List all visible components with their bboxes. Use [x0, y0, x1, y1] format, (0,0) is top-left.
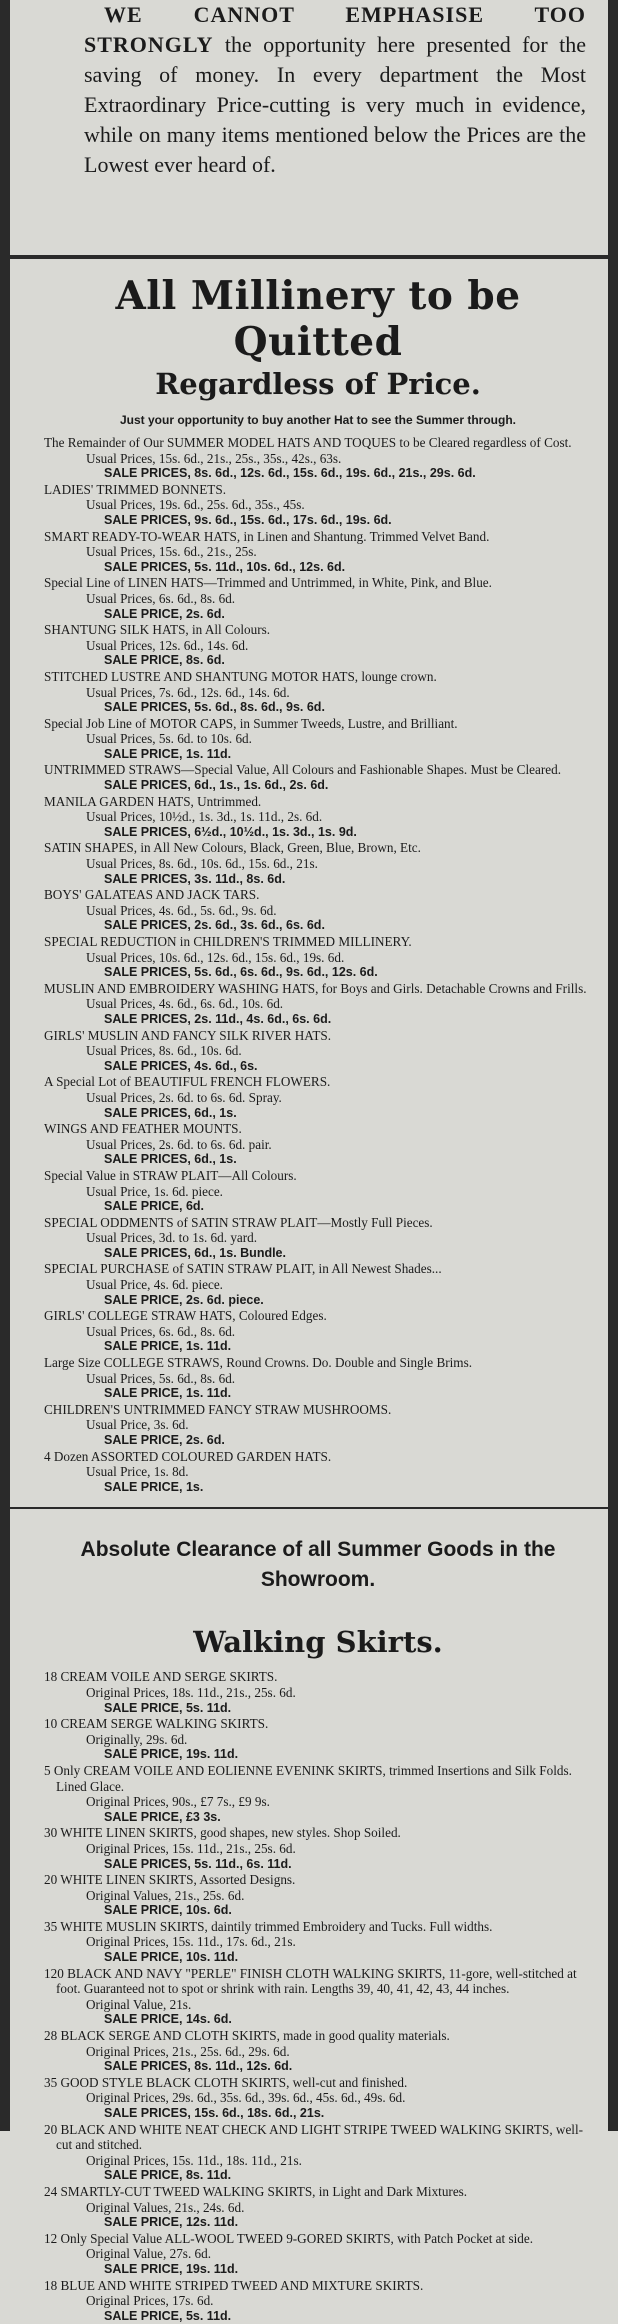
list-item: [44, 2184, 592, 2231]
list-item: [44, 1308, 592, 1355]
item-sale-price: SALE PRICE, £3 3s.: [104, 1809, 221, 1824]
item-title: Special Job Line of MOTOR CAPS, in Summer Tweeds, Lustre, and Brilliant.: [44, 715, 458, 731]
list-item: [44, 1028, 592, 1075]
item-usual-price: Usual Prices, 15s. 6d., 21s., 25s.: [86, 544, 257, 560]
item-usual-price: Usual Prices, 6s. 6d., 8s. 6d.: [86, 590, 236, 606]
item-title: 35 WHITE MUSLIN SKIRTS, daintily trimmed Embroidery and Tucks. Full widths.: [44, 1918, 493, 1934]
item-sale-price: SALE PRICE, 2s. 6d.: [104, 606, 225, 621]
item-usual-price: Original Values, 21s., 24s. 6d.: [86, 2199, 245, 2215]
item-usual-price: Original Value, 27s. 6d.: [86, 2246, 212, 2262]
item-sale-price: SALE PRICE, 6d.: [104, 1199, 205, 1214]
walking-skirts-title: Walking Skirts.: [193, 1625, 443, 1660]
list-item: [44, 575, 592, 622]
intro-paragraph: [44, 0, 592, 255]
item-title: 20 WHITE LINEN SKIRTS, Assorted Designs.: [44, 1872, 296, 1888]
item-title: SPECIAL ODDMENTS of SATIN STRAW PLAIT—Mostly Full Pieces.: [44, 1214, 433, 1230]
list-item: [44, 1215, 592, 1262]
millinery-title: All Millinery to be Quitted: [115, 273, 521, 365]
item-title: 12 Only Special Value ALL-WOOL TWEED 9-GORED SKIRTS, with Patch Pocket at side.: [44, 2230, 534, 2246]
list-item: [44, 1872, 592, 1919]
list-item: [44, 794, 592, 841]
item-title: 120 BLACK AND NAVY "PERLE" FINISH CLOTH WALKING SKIRTS, 11-gore, well-stitched at foot. Guaranteed not to spot or shrink with rain. Lengths 39, 40, 41, 42, 43, 44 inches.: [44, 1965, 577, 1997]
item-usual-price: Usual Prices, 4s. 6d., 6s. 6d., 10s. 6d.: [86, 996, 284, 1012]
millinery-list: [44, 435, 592, 1495]
list-item: [44, 1168, 592, 1215]
item-title: 30 WHITE LINEN SKIRTS, good shapes, new styles. Shop Soiled.: [44, 1825, 401, 1841]
item-sale-price: SALE PRICES, 5s. 6d., 6s. 6d., 9s. 6d., 12s. 6d.: [104, 965, 378, 980]
section-divider: [10, 255, 608, 259]
item-sale-price: SALE PRICES, 8s. 11d., 12s. 6d.: [104, 2059, 293, 2074]
item-usual-price: Original Value, 21s.: [86, 1996, 192, 2012]
list-item: [44, 1121, 592, 1168]
item-sale-price: SALE PRICE, 8s. 11d.: [104, 2168, 232, 2183]
item-sale-price: SALE PRICES, 5s. 11d., 10s. 6d., 12s. 6d.: [104, 559, 346, 574]
millinery-subtitle: Regardless of Price.: [155, 367, 481, 401]
item-sale-price: SALE PRICES, 4s. 6d., 6s.: [104, 1058, 258, 1073]
item-usual-price: Original Prices, 17s. 6d.: [86, 2293, 214, 2309]
list-item: [44, 840, 592, 887]
item-usual-price: Originally, 29s. 6d.: [86, 1731, 188, 1747]
section-divider: [10, 1507, 608, 1509]
item-title: STITCHED LUSTRE AND SHANTUNG MOTOR HATS, lounge crown.: [44, 668, 437, 684]
list-item: [44, 1763, 592, 1825]
item-usual-price: Usual Prices, 5s. 6d. to 10s. 6d.: [86, 731, 252, 747]
item-usual-price: Original Prices, 15s. 11d., 18s. 11d., 21s.: [86, 2152, 302, 2168]
item-sale-price: SALE PRICE, 10s. 11d.: [104, 1950, 239, 1965]
item-title: Special Value in STRAW PLAIT—All Colours.: [44, 1167, 297, 1183]
item-title: CHILDREN'S UNTRIMMED FANCY STRAW MUSHROOMS.: [44, 1401, 392, 1417]
item-usual-price: Usual Price, 3s. 6d.: [86, 1417, 189, 1433]
item-sale-price: SALE PRICES, 8s. 6d., 12s. 6d., 15s. 6d., 19s. 6d., 21s., 29s. 6d.: [104, 466, 476, 481]
item-sale-price: SALE PRICES, 2s. 6d., 3s. 6d., 6s. 6d.: [104, 918, 325, 933]
list-item: [44, 2122, 592, 2184]
list-item: [44, 435, 592, 482]
item-title: SHANTUNG SILK HATS, in All Colours.: [44, 622, 271, 638]
item-usual-price: Usual Prices, 2s. 6d. to 6s. 6d. pair.: [86, 1136, 272, 1152]
list-item: [44, 1966, 592, 2028]
list-item: [44, 1261, 592, 1308]
item-title: LADIES' TRIMMED BONNETS.: [44, 481, 226, 497]
item-title: The Remainder of Our SUMMER MODEL HATS AND TOQUES to be Cleared regardless of Cost.: [44, 435, 572, 450]
item-usual-price: Original Prices, 18s. 11d., 21s., 25s. 6d.: [86, 1684, 296, 1700]
list-item: [44, 2075, 592, 2122]
item-usual-price: Original Prices, 21s., 25s. 6d., 29s. 6d.: [86, 2043, 290, 2059]
item-title: Special Line of LINEN HATS—Trimmed and Untrimmed, in White, Pink, and Blue.: [44, 575, 492, 591]
item-usual-price: Original Prices, 29s. 6d., 35s. 6d., 39s. 6d., 45s. 6d., 49s. 6d.: [86, 2090, 406, 2106]
item-title: GIRLS' COLLEGE STRAW HATS, Coloured Edges.: [44, 1308, 327, 1324]
item-usual-price: Usual Prices, 2s. 6d. to 6s. 6d. Spray.: [86, 1089, 282, 1105]
item-title: SATIN SHAPES, in All New Colours, Black, Green, Blue, Brown, Etc.: [44, 840, 421, 856]
list-item: [44, 1402, 592, 1449]
item-usual-price: Usual Price, 1s. 8d.: [86, 1464, 189, 1480]
item-usual-price: Usual Prices, 7s. 6d., 12s. 6d., 14s. 6d.: [86, 684, 290, 700]
list-item: [44, 482, 592, 529]
list-item: [44, 716, 592, 763]
item-title: A Special Lot of BEAUTIFUL FRENCH FLOWERS.: [44, 1074, 331, 1090]
item-sale-price: SALE PRICES, 9s. 6d., 15s. 6d., 17s. 6d., 19s. 6d.: [104, 512, 392, 527]
item-sale-price: SALE PRICES, 6d., 1s.: [104, 1105, 237, 1120]
intro-lead: WE CANNOT EMPHASISE TOO STRONGLY: [84, 2, 586, 57]
item-title: 28 BLACK SERGE AND CLOTH SKIRTS, made in good quality materials.: [44, 2028, 450, 2044]
item-usual-price: Original Prices, 15s. 11d., 17s. 6d., 21s.: [86, 1934, 296, 1950]
item-usual-price: Usual Prices, 5s. 6d., 8s. 6d.: [86, 1370, 236, 1386]
item-usual-price: Usual Prices, 15s. 6d., 21s., 25s., 35s., 42s., 63s.: [86, 450, 342, 466]
item-sale-price: SALE PRICES, 3s. 11d., 8s. 6d.: [104, 871, 286, 886]
item-sale-price: SALE PRICE, 10s. 6d.: [104, 1903, 232, 1918]
item-sale-price: SALE PRICES, 5s. 11d., 6s. 11d.: [104, 1856, 292, 1871]
item-usual-price: Usual Price, 4s. 6d. piece.: [86, 1277, 223, 1293]
item-usual-price: Usual Prices, 6s. 6d., 8s. 6d.: [86, 1323, 236, 1339]
item-sale-price: SALE PRICE, 1s. 11d.: [104, 1339, 232, 1354]
item-title: Large Size COLLEGE STRAWS, Round Crowns. Do. Double and Single Brims.: [44, 1355, 472, 1371]
item-sale-price: SALE PRICES, 6½d., 10½d., 1s. 3d., 1s. 9d.: [104, 824, 357, 839]
item-sale-price: SALE PRICE, 5s. 11d.: [104, 1700, 232, 1715]
list-item: [44, 934, 592, 981]
item-usual-price: Original Values, 21s., 25s. 6d.: [86, 1887, 245, 1903]
item-sale-price: SALE PRICES, 6d., 1s.: [104, 1152, 237, 1167]
item-sale-price: SALE PRICE, 2s. 6d.: [104, 1433, 225, 1447]
list-item: [44, 762, 592, 793]
list-item: [44, 1919, 592, 1966]
item-title: UNTRIMMED STRAWS—Special Value, All Colours and Fashionable Shapes. Must be Cleared.: [44, 762, 561, 778]
skirts-list: [44, 1669, 592, 2324]
item-usual-price: Usual Prices, 19s. 6d., 25s. 6d., 35s., 45s.: [86, 497, 305, 513]
item-sale-price: SALE PRICE, 19s. 11d.: [104, 1747, 239, 1762]
list-item: [44, 1825, 592, 1872]
item-sale-price: SALE PRICE, 1s. 11d.: [104, 1386, 232, 1401]
item-usual-price: Usual Prices, 3d. to 1s. 6d. yard.: [86, 1230, 258, 1246]
item-usual-price: Original Prices, 15s. 11d., 21s., 25s. 6d.: [86, 1840, 296, 1856]
item-sale-price: SALE PRICE, 5s. 11d.: [104, 2308, 232, 2323]
item-title: SPECIAL PURCHASE of SATIN STRAW PLAIT, in All Newest Shades...: [44, 1261, 442, 1277]
item-title: MUSLIN AND EMBROIDERY WASHING HATS, for Boys and Girls. Detachable Crowns and Frills.: [44, 980, 587, 996]
item-title: BOYS' GALATEAS AND JACK TARS.: [44, 887, 260, 903]
list-item: [44, 2278, 592, 2324]
list-item: [44, 1355, 592, 1402]
intro-body: the opportunity here presented for the saving of money. In every department the Most Extraordinary Price-cutting is very much in evidence, while on many items mentioned below the Prices are the Lowest ever heard of.: [84, 32, 587, 177]
list-item: [44, 981, 592, 1028]
item-sale-price: SALE PRICE, 1s. 11d.: [104, 746, 232, 761]
item-title: 10 CREAM SERGE WALKING SKIRTS.: [44, 1716, 269, 1732]
item-title: 20 BLACK AND WHITE NEAT CHECK AND LIGHT STRIPE TWEED WALKING SKIRTS, well-cut and stitched.: [44, 2121, 584, 2153]
list-item: [44, 1074, 592, 1121]
list-item: [44, 622, 592, 669]
item-title: 4 Dozen ASSORTED COLOURED GARDEN HATS.: [44, 1448, 332, 1464]
item-title: WINGS AND FEATHER MOUNTS.: [44, 1121, 242, 1137]
item-usual-price: Usual Prices, 10s. 6d., 12s. 6d., 15s. 6d., 19s. 6d.: [86, 949, 345, 965]
item-sale-price: SALE PRICES, 5s. 6d., 8s. 6d., 9s. 6d.: [104, 700, 325, 715]
item-sale-price: SALE PRICE, 1s.: [104, 1479, 204, 1494]
list-item: [44, 1669, 592, 1716]
list-item: [44, 2231, 592, 2278]
item-usual-price: Usual Prices, 12s. 6d., 14s. 6d.: [86, 637, 249, 653]
item-sale-price: SALE PRICE, 8s. 6d.: [104, 653, 225, 668]
item-title: 5 Only CREAM VOILE AND EOLIENNE EVENINK SKIRTS, trimmed Insertions and Silk Folds. Lined Glace.: [44, 1762, 572, 1794]
item-title: 24 SMARTLY-CUT TWEED WALKING SKIRTS, in Light and Dark Mixtures.: [44, 2183, 468, 2199]
item-sale-price: SALE PRICE, 2s. 6d. piece.: [104, 1292, 264, 1307]
list-item: [44, 669, 592, 716]
item-usual-price: Usual Price, 1s. 6d. piece.: [86, 1183, 223, 1199]
item-title: 18 BLUE AND WHITE STRIPED TWEED AND MIXTURE SKIRTS.: [44, 2277, 424, 2293]
item-title: GIRLS' MUSLIN AND FANCY SILK RIVER HATS.: [44, 1027, 332, 1043]
list-item: [44, 2028, 592, 2075]
item-title: MANILA GARDEN HATS, Untrimmed.: [44, 793, 262, 809]
item-sale-price: SALE PRICE, 14s. 6d.: [104, 2012, 232, 2027]
item-title: 18 CREAM VOILE AND SERGE SKIRTS.: [44, 1669, 278, 1685]
list-item: [44, 529, 592, 576]
item-sale-price: SALE PRICES, 15s. 6d., 18s. 6d., 21s.: [104, 2106, 325, 2120]
clearance-heading: Absolute Clearance of all Summer Goods in the Showroom.: [80, 1538, 556, 1592]
item-usual-price: Usual Prices, 8s. 6d., 10s. 6d., 15s. 6d., 21s.: [86, 856, 318, 872]
list-item: [44, 1716, 592, 1763]
item-sale-price: SALE PRICE, 12s. 11d.: [104, 2215, 239, 2230]
list-item: [44, 1449, 592, 1496]
item-sale-price: SALE PRICES, 2s. 11d., 4s. 6d., 6s. 6d.: [104, 1011, 332, 1026]
item-usual-price: Usual Prices, 4s. 6d., 5s. 6d., 9s. 6d.: [86, 902, 277, 918]
item-sale-price: SALE PRICE, 19s. 11d.: [104, 2261, 239, 2276]
item-usual-price: Usual Prices, 8s. 6d., 10s. 6d.: [86, 1043, 242, 1059]
item-title: SPECIAL REDUCTION in CHILDREN'S TRIMMED MILLINERY.: [44, 934, 412, 949]
millinery-note: Just your opportunity to buy another Hat to see the Summer through.: [119, 413, 517, 427]
item-title: SMART READY-TO-WEAR HATS, in Linen and Shantung. Trimmed Velvet Band.: [44, 528, 490, 544]
list-item: [44, 887, 592, 934]
item-sale-price: SALE PRICES, 6d., 1s., 1s. 6d., 2s. 6d.: [104, 778, 329, 793]
item-usual-price: Usual Prices, 10½d., 1s. 3d., 1s. 11d., 2s. 6d.: [86, 809, 323, 825]
item-title: 35 GOOD STYLE BLACK CLOTH SKIRTS, well-cut and finished.: [44, 2074, 408, 2090]
item-sale-price: SALE PRICES, 6d., 1s. Bundle.: [104, 1245, 286, 1260]
item-usual-price: Original Prices, 90s., £7 7s., £9 9s.: [86, 1794, 270, 1810]
